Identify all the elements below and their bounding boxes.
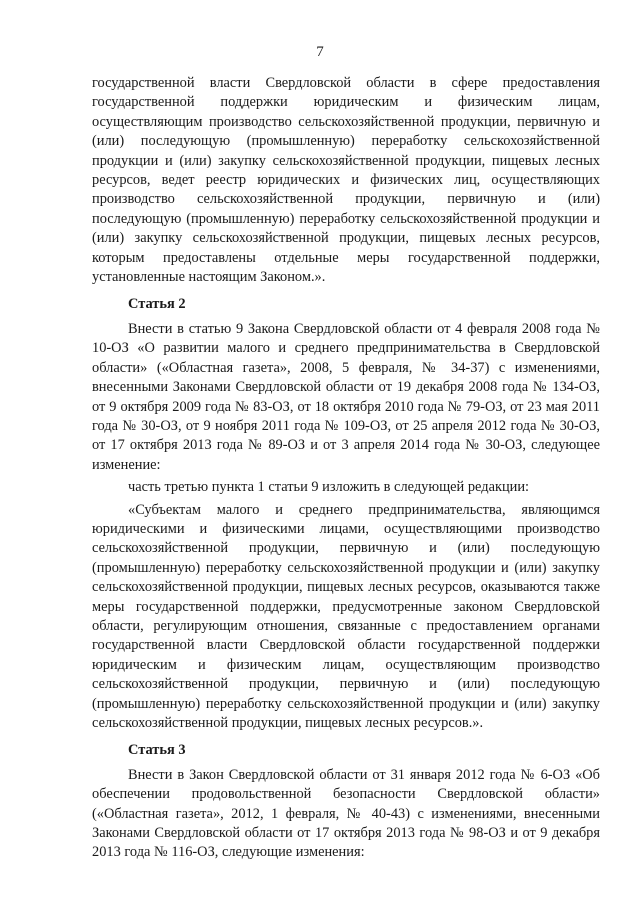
- article-heading: Статья 3: [128, 742, 186, 759]
- quoted-paragraph: «Субъектам малого и среднего предпринимательства, являющимся юридическими и физическими лицами, осуществляющими производство сельскохозяйственной продукции, первичную и (или) последующую (промышленную) переработку сельскохозяйственной продукции и (или) закупку сельскохозяйственной продукции, пищевых лесных ресурсов, оказываются также меры государственной поддержки, предусмотренные законом Свердловской области, регулирующим отношения, связанные с предоставлением органами государственной власти Свердловской области государственной поддержки юридическим и физическим лицам, осуществляющим производство сельскохозяйственной продукции, первичную и (или) последующую (промышленную) переработку сельскохозяйственной продукции и (или) закупку сельскохозяйственной продукции, пищевых лесных ресурсов.».: [92, 501, 600, 731]
- paragraph: Внести в Закон Свердловской области от 31 января 2012 года № 6-ОЗ «Об обеспечении продовольственной безопасности Свердловской области» («Областная газета», 2012, 1 февраля, № 40-43) с изменениями, внесенными Законами Свердловской области от 17 октября 2013 года № 98-ОЗ и от 9 декабря 2013 года № 116-ОЗ, следующие изменения:: [92, 766, 600, 861]
- paragraph: Внести в статью 9 Закона Свердловской области от 4 февраля 2008 года № 10-ОЗ «О развитии малого и среднего предпринимательства в Свердловской области» («Областная газета», 2008, 5 февраля, № 34-37) с изменениями, внесенными Законами Свердловской области от 19 декабря 2008 года № 134-ОЗ, от 9 октября 2009 года № 83-ОЗ, от 18 октября 2010 года № 79-ОЗ, от 23 мая 2011 года № 30-ОЗ, от 9 ноября 2011 года № 109-ОЗ, от 25 апреля 2012 года № 30-ОЗ, от 17 октября 2013 года № 89-ОЗ и от 3 апреля 2014 года № 30-ОЗ, следующее изменение:: [92, 320, 600, 473]
- page-number: 7: [316, 44, 324, 60]
- document-body: [92, 74, 600, 863]
- paragraph: часть третью пункта 1 статьи 9 изложить в следующей редакции:: [128, 479, 530, 496]
- paragraph-continued: государственной власти Свердловской области в сфере предоставления государственной поддержки юридическим и физическим лицам, осуществляющим производство сельскохозяйственной продукции, первичную и (или) последующую (промышленную) переработку сельскохозяйственной продукции и (или) закупку сельскохозяйственной продукции, пищевых лесных ресурсов, ведет реестр юридических и физических лиц, осуществляющих производство сельскохозяйственной продукции, первичную и (или) последующую (промышленную) переработку сельскохозяйственной продукции и (или) закупку сельскохозяйственной продукции, пищевых лесных ресурсов, которым предоставлены отдельные меры государственной поддержки, установленные настоящим Законом.».: [92, 75, 600, 286]
- article-heading: Статья 2: [128, 296, 186, 313]
